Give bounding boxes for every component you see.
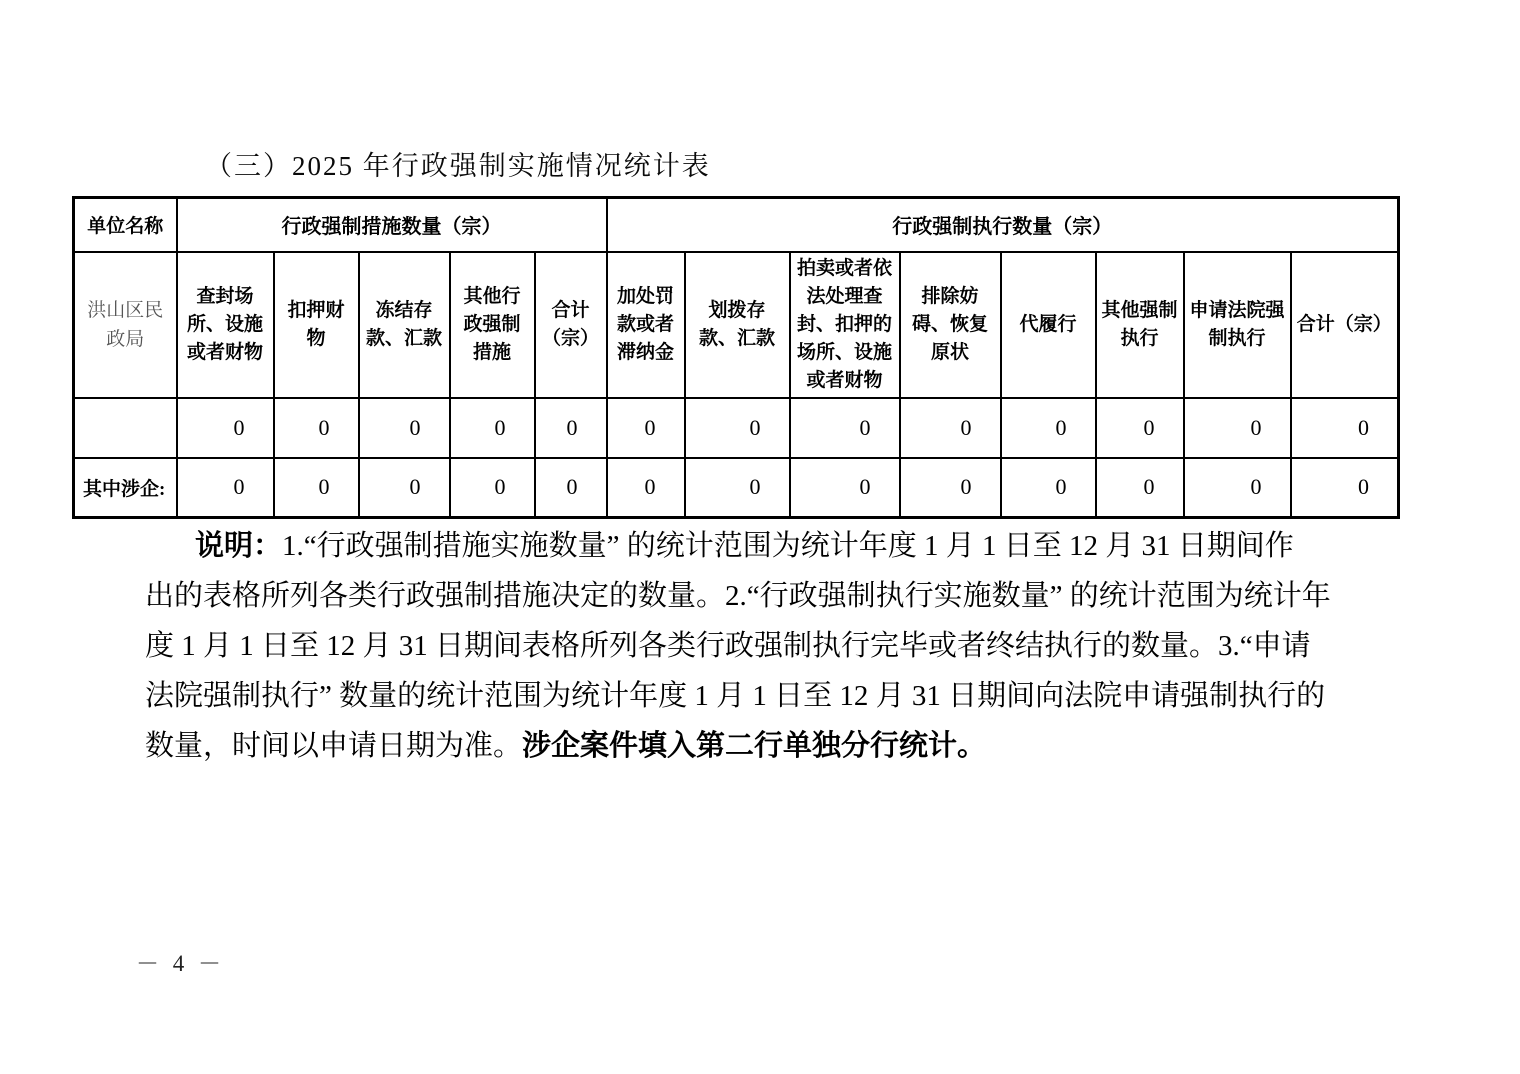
- col-header-substitute-performance: 代履行: [1001, 252, 1096, 398]
- group-header-enforcement: 行政强制执行数量（宗）: [607, 198, 1399, 252]
- table-column-header-row: [74, 252, 1399, 398]
- value-cell: 0: [607, 398, 685, 458]
- value-cell: 0: [177, 398, 274, 458]
- value-cell: 0: [274, 398, 359, 458]
- note-text-emphasis: 涉企案件填入第二行单独分行统计。: [522, 730, 987, 762]
- col-header-enforcement-total: 合计（宗）: [1291, 252, 1399, 398]
- value-cell: 0: [450, 458, 535, 518]
- value-cell: 0: [1184, 398, 1291, 458]
- note-text: 法院强制执行” 数量的统计范围为统计年度 1 月 1 日至 12 月 31 日期间向法院申请强制执行的: [145, 680, 1326, 712]
- note-line-4: [145, 671, 1365, 721]
- col-header-measures-total: 合计（宗）: [535, 252, 607, 398]
- value-cell: 0: [359, 458, 450, 518]
- col-header-other-measures: 其他行政强制措施: [450, 252, 535, 398]
- value-cell: 0: [177, 458, 274, 518]
- value-cell: 0: [685, 398, 790, 458]
- note-text: 出的表格所列各类行政强制措施决定的数量。2.“行政强制执行实施数量” 的统计范围为统计年: [145, 580, 1331, 612]
- note-text: 度 1 月 1 日至 12 月 31 日期间表格所列各类行政强制执行完毕或者终结执行的数量。3.“申请: [145, 630, 1311, 662]
- value-cell: 0: [274, 458, 359, 518]
- value-cell: 0: [607, 458, 685, 518]
- note-text: 数量，时间以申请日期为准。: [145, 730, 523, 762]
- value-cell: 0: [1291, 398, 1399, 458]
- value-cell: 0: [1096, 398, 1184, 458]
- value-cell: 0: [790, 398, 900, 458]
- value-cell: 0: [1291, 458, 1399, 518]
- value-cell: 0: [450, 398, 535, 458]
- table-row-total: [74, 398, 1399, 458]
- note-line-1: [145, 521, 1365, 571]
- unit-name-header: 单位名称: [74, 198, 177, 252]
- group-header-measures: 行政强制措施数量（宗）: [177, 198, 607, 252]
- col-header-transfer-deposits: 划拨存款、汇款: [685, 252, 790, 398]
- value-cell: 0: [1096, 458, 1184, 518]
- row-label-enterprise: 其中涉企:: [74, 458, 177, 518]
- row-label: [74, 398, 177, 458]
- note-text: 1.“行政强制措施实施数量” 的统计范围为统计年度 1 月 1 日至 12 月 31 日期间作: [282, 530, 1294, 562]
- col-header-auction-disposal: 拍卖或者依法处理查封、扣押的场所、设施或者财物: [790, 252, 900, 398]
- unit-name-cell: 洪山区民政局: [74, 252, 177, 398]
- value-cell: 0: [900, 398, 1001, 458]
- value-cell: 0: [359, 398, 450, 458]
- col-header-other-enforcement: 其他强制执行: [1096, 252, 1184, 398]
- notes-paragraph: [145, 521, 1365, 771]
- value-cell: 0: [535, 458, 607, 518]
- value-cell: 0: [790, 458, 900, 518]
- col-header-seize-property: 扣押财物: [274, 252, 359, 398]
- value-cell: 0: [1001, 458, 1096, 518]
- page-title: （三）2025 年行政强制实施情况统计表: [205, 151, 711, 181]
- table-group-header-row: [74, 198, 1399, 252]
- value-cell: 0: [1001, 398, 1096, 458]
- value-cell: 0: [685, 458, 790, 518]
- note-line-5: [145, 721, 1365, 771]
- col-header-freeze-deposits: 冻结存款、汇款: [359, 252, 450, 398]
- table-row-enterprise: [74, 458, 1399, 518]
- value-cell: 0: [1184, 458, 1291, 518]
- note-label: 说明：: [195, 530, 283, 562]
- col-header-court-enforcement: 申请法院强制执行: [1184, 252, 1291, 398]
- note-line-3: [145, 621, 1365, 671]
- col-header-seal-premises: 查封场所、设施或者财物: [177, 252, 274, 398]
- value-cell: 0: [900, 458, 1001, 518]
- col-header-remove-obstruction: 排除妨碍、恢复原状: [900, 252, 1001, 398]
- note-line-2: [145, 571, 1365, 621]
- value-cell: 0: [535, 398, 607, 458]
- col-header-added-fines: 加处罚款或者滞纳金: [607, 252, 685, 398]
- statistics-table: [72, 196, 1400, 519]
- page-number: － 4 －: [136, 951, 225, 976]
